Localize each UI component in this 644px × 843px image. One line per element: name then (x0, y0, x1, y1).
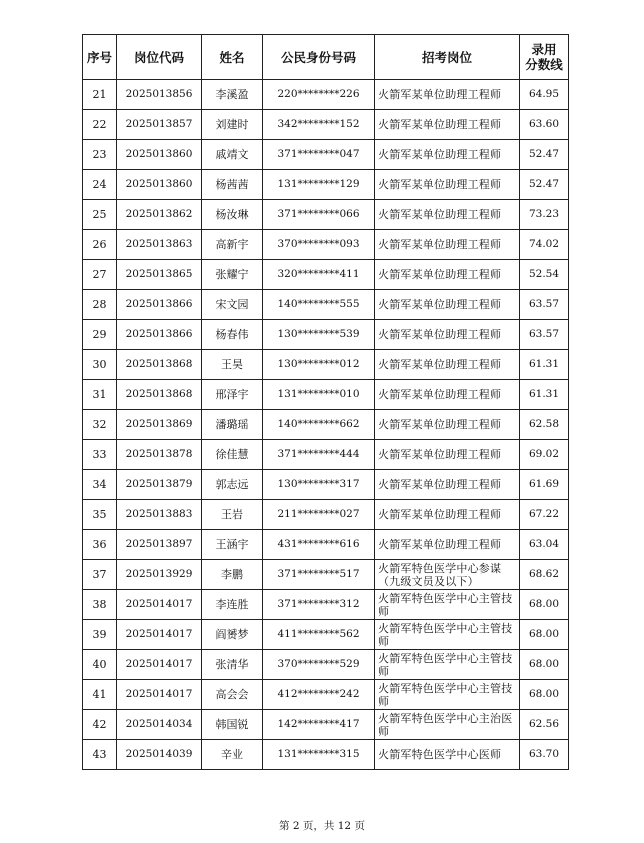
cell-score: 74.02 (520, 230, 569, 260)
cell-score: 67.22 (520, 500, 569, 530)
cell-position-code: 2025013862 (117, 200, 202, 230)
cell-id-number: 131********315 (263, 740, 375, 770)
cell-id-number: 371********517 (263, 560, 375, 590)
cell-score: 63.57 (520, 290, 569, 320)
cell-score: 63.60 (520, 110, 569, 140)
cell-id-number: 140********662 (263, 410, 375, 440)
cell-id-number: 130********317 (263, 470, 375, 500)
cell-serial: 43 (83, 740, 117, 770)
header-position: 招考岗位 (375, 35, 520, 80)
table-row (83, 200, 569, 230)
cell-id-number: 211********027 (263, 500, 375, 530)
cell-serial: 40 (83, 650, 117, 680)
cell-position-code: 2025013879 (117, 470, 202, 500)
cell-score: 68.62 (520, 560, 569, 590)
cell-id-number: 412********242 (263, 680, 375, 710)
cell-position-code: 2025013866 (117, 320, 202, 350)
cell-id-number: 142********417 (263, 710, 375, 740)
table-row (83, 350, 569, 380)
cell-serial: 24 (83, 170, 117, 200)
cell-position: 火箭军特色医学中心主管技师 (375, 650, 520, 680)
table-row (83, 620, 569, 650)
cell-score: 62.56 (520, 710, 569, 740)
cell-score: 52.54 (520, 260, 569, 290)
cell-position-code: 2025014034 (117, 710, 202, 740)
header-name: 姓名 (202, 35, 263, 80)
header-serial: 序号 (83, 35, 117, 80)
cell-position: 火箭军某单位助理工程师 (375, 230, 520, 260)
cell-position-code: 2025013860 (117, 140, 202, 170)
cell-name: 杨茜茜 (202, 170, 263, 200)
cell-score: 73.23 (520, 200, 569, 230)
cell-score: 61.31 (520, 380, 569, 410)
table-row (83, 530, 569, 560)
table-row (83, 470, 569, 500)
cell-score: 68.00 (520, 590, 569, 620)
cell-serial: 29 (83, 320, 117, 350)
cell-id-number: 131********010 (263, 380, 375, 410)
cell-position-code: 2025013857 (117, 110, 202, 140)
cell-position: 火箭军某单位助理工程师 (375, 440, 520, 470)
table-row (83, 680, 569, 710)
cell-position: 火箭军某单位助理工程师 (375, 500, 520, 530)
table-row (83, 380, 569, 410)
cell-id-number: 431********616 (263, 530, 375, 560)
cell-score: 64.95 (520, 80, 569, 110)
cell-serial: 22 (83, 110, 117, 140)
cell-id-number: 370********093 (263, 230, 375, 260)
table-row (83, 290, 569, 320)
cell-serial: 42 (83, 710, 117, 740)
admission-score-table (82, 34, 569, 770)
cell-position-code: 2025013883 (117, 500, 202, 530)
cell-serial: 34 (83, 470, 117, 500)
header-position-code: 岗位代码 (117, 35, 202, 80)
cell-position-code: 2025013869 (117, 410, 202, 440)
table-row (83, 80, 569, 110)
cell-name: 辛业 (202, 740, 263, 770)
cell-position: 火箭军某单位助理工程师 (375, 380, 520, 410)
cell-id-number: 220********226 (263, 80, 375, 110)
cell-serial: 32 (83, 410, 117, 440)
cell-name: 徐佳慧 (202, 440, 263, 470)
table-row (83, 320, 569, 350)
cell-name: 高会会 (202, 680, 263, 710)
cell-serial: 23 (83, 140, 117, 170)
cell-position-code: 2025014017 (117, 650, 202, 680)
cell-position: 火箭军特色医学中心医师 (375, 740, 520, 770)
table-body (83, 80, 569, 770)
cell-position-code: 2025013868 (117, 350, 202, 380)
cell-serial: 36 (83, 530, 117, 560)
cell-id-number: 130********539 (263, 320, 375, 350)
cell-serial: 28 (83, 290, 117, 320)
table-row (83, 710, 569, 740)
header-id-number: 公民身份号码 (263, 35, 375, 80)
cell-serial: 35 (83, 500, 117, 530)
cell-name: 邢泽宇 (202, 380, 263, 410)
cell-id-number: 371********444 (263, 440, 375, 470)
cell-score: 62.58 (520, 410, 569, 440)
cell-position: 火箭军特色医学中心主治医师 (375, 710, 520, 740)
cell-id-number: 411********562 (263, 620, 375, 650)
cell-name: 王涵宇 (202, 530, 263, 560)
table-row (83, 740, 569, 770)
cell-id-number: 371********066 (263, 200, 375, 230)
cell-serial: 33 (83, 440, 117, 470)
cell-serial: 41 (83, 680, 117, 710)
cell-score: 63.57 (520, 320, 569, 350)
cell-score: 61.31 (520, 350, 569, 380)
table-header-row (83, 35, 569, 80)
cell-name: 高新宇 (202, 230, 263, 260)
cell-name: 杨汝琳 (202, 200, 263, 230)
table-row (83, 650, 569, 680)
cell-name: 王岩 (202, 500, 263, 530)
cell-score: 61.69 (520, 470, 569, 500)
cell-position-code: 2025013897 (117, 530, 202, 560)
cell-name: 戚靖文 (202, 140, 263, 170)
cell-position-code: 2025014017 (117, 620, 202, 650)
cell-serial: 31 (83, 380, 117, 410)
cell-position-code: 2025013929 (117, 560, 202, 590)
cell-score: 52.47 (520, 170, 569, 200)
cell-name: 李溪盈 (202, 80, 263, 110)
cell-id-number: 140********555 (263, 290, 375, 320)
cell-position: 火箭军特色医学中心主管技师 (375, 590, 520, 620)
table-row (83, 140, 569, 170)
cell-position-code: 2025013865 (117, 260, 202, 290)
cell-name: 潘璐瑶 (202, 410, 263, 440)
cell-name: 宋文园 (202, 290, 263, 320)
cell-position-code: 2025013860 (117, 170, 202, 200)
cell-score: 68.00 (520, 680, 569, 710)
cell-id-number: 370********529 (263, 650, 375, 680)
cell-position-code: 2025013856 (117, 80, 202, 110)
cell-position: 火箭军特色医学中心主管技师 (375, 620, 520, 650)
cell-position-code: 2025013868 (117, 380, 202, 410)
cell-serial: 39 (83, 620, 117, 650)
cell-id-number: 320********411 (263, 260, 375, 290)
header-score: 录用 分数线 (520, 35, 569, 80)
table-row (83, 590, 569, 620)
cell-position-code: 2025014017 (117, 680, 202, 710)
cell-name: 刘建时 (202, 110, 263, 140)
cell-name: 郭志远 (202, 470, 263, 500)
cell-position: 火箭军特色医学中心主管技师 (375, 680, 520, 710)
cell-serial: 26 (83, 230, 117, 260)
table-row (83, 500, 569, 530)
cell-position: 火箭军某单位助理工程师 (375, 290, 520, 320)
cell-position: 火箭军特色医学中心参谋（九级文员及以下） (375, 560, 520, 590)
cell-position-code: 2025013863 (117, 230, 202, 260)
table-row (83, 260, 569, 290)
cell-position: 火箭军某单位助理工程师 (375, 530, 520, 560)
page-footer: 第 2 页，共 12 页 (279, 820, 365, 832)
cell-score: 52.47 (520, 140, 569, 170)
cell-name: 李连胜 (202, 590, 263, 620)
cell-serial: 27 (83, 260, 117, 290)
cell-id-number: 131********129 (263, 170, 375, 200)
cell-position: 火箭军某单位助理工程师 (375, 470, 520, 500)
cell-serial: 30 (83, 350, 117, 380)
table-row (83, 170, 569, 200)
cell-name: 杨春伟 (202, 320, 263, 350)
cell-position: 火箭军某单位助理工程师 (375, 320, 520, 350)
cell-id-number: 342********152 (263, 110, 375, 140)
cell-id-number: 371********047 (263, 140, 375, 170)
cell-position-code: 2025014039 (117, 740, 202, 770)
cell-score: 68.00 (520, 620, 569, 650)
cell-serial: 21 (83, 80, 117, 110)
cell-name: 李鹏 (202, 560, 263, 590)
cell-position: 火箭军某单位助理工程师 (375, 110, 520, 140)
cell-name: 张清华 (202, 650, 263, 680)
cell-position: 火箭军某单位助理工程师 (375, 140, 520, 170)
cell-position: 火箭军某单位助理工程师 (375, 170, 520, 200)
cell-name: 张耀宁 (202, 260, 263, 290)
cell-name: 阎赟梦 (202, 620, 263, 650)
cell-position: 火箭军某单位助理工程师 (375, 410, 520, 440)
cell-position: 火箭军某单位助理工程师 (375, 200, 520, 230)
cell-id-number: 130********012 (263, 350, 375, 380)
cell-score: 63.04 (520, 530, 569, 560)
cell-serial: 38 (83, 590, 117, 620)
cell-position-code: 2025013866 (117, 290, 202, 320)
cell-position-code: 2025014017 (117, 590, 202, 620)
cell-position: 火箭军某单位助理工程师 (375, 350, 520, 380)
cell-position: 火箭军某单位助理工程师 (375, 260, 520, 290)
cell-score: 68.00 (520, 650, 569, 680)
cell-serial: 25 (83, 200, 117, 230)
cell-serial: 37 (83, 560, 117, 590)
cell-name: 韩国锐 (202, 710, 263, 740)
table-row (83, 560, 569, 590)
cell-id-number: 371********312 (263, 590, 375, 620)
table-row (83, 410, 569, 440)
cell-score: 63.70 (520, 740, 569, 770)
table-row (83, 440, 569, 470)
cell-position-code: 2025013878 (117, 440, 202, 470)
cell-name: 王昊 (202, 350, 263, 380)
cell-score: 69.02 (520, 440, 569, 470)
table-row (83, 230, 569, 260)
cell-position: 火箭军某单位助理工程师 (375, 80, 520, 110)
table-row (83, 110, 569, 140)
